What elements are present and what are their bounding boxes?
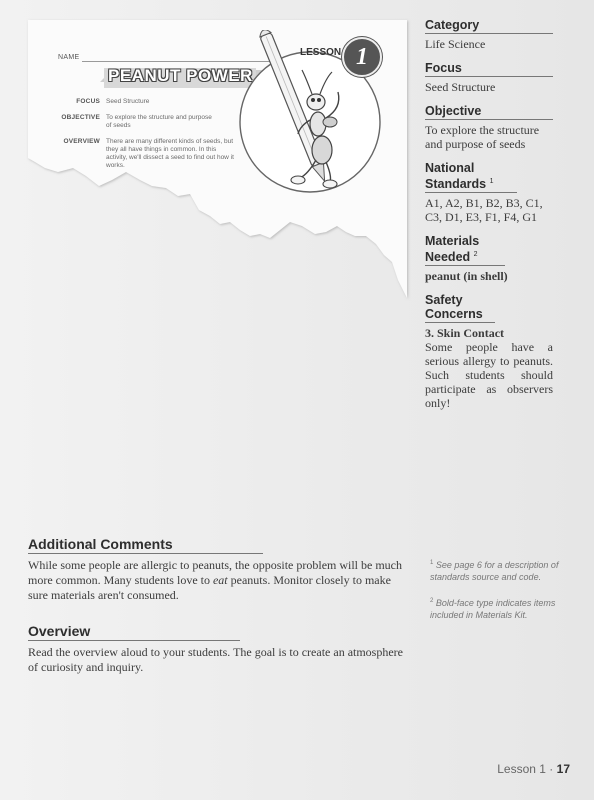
worksheet-objective-text: To explore the structure and purpose of seeds [106,114,212,129]
folio-separator: · [549,762,554,776]
worksheet-name-label: NAME [58,54,80,61]
safety-text: Some people have a serious allergy to peanuts. Such students should participate as observers only! [425,340,553,411]
page-folio [497,762,570,776]
student-worksheet-thumbnail [0,0,420,320]
footnote-2-mark: 2 [430,598,434,604]
additional-comments-heading: Additional Comments [28,536,263,554]
lesson-sidebar [425,18,553,418]
worksheet-overview-text: There are many different kinds of seeds, but they all have things in common. In this activity, we'll dissect a seed to find out how it works. [106,138,234,169]
footnotes [430,557,578,633]
objective-value: To explore the structure and purpose of seeds [425,123,540,151]
comments-emphasis: eat [212,573,228,587]
worksheet-objective-label: OBJECTIVE [61,114,100,121]
safety-item: 3. Skin Contact [425,326,505,341]
objective-heading: Objective [425,104,553,120]
worksheet-focus-text: Seed Structure [106,98,150,105]
worksheet-lesson-label: LESSON [300,47,342,58]
category-heading: Category [425,18,553,34]
footnote-1-text: See page 6 for a description of standards source and code. [430,560,559,582]
footnote-1 [430,557,578,583]
lesson-number-badge: 1 [342,37,382,77]
worksheet-focus-label: FOCUS [76,98,100,105]
comments-text-end: peanuts. Monitor closely to make sure materials aren't consumed. [28,573,391,602]
category-value: Life Science [425,37,486,51]
focus-heading: Focus [425,61,553,77]
standards-value: A1, A2, B1, B2, B3, C1, C3, D1, E3, F1, F4, G1 [425,196,543,225]
standards-heading [425,161,517,193]
footnote-2 [430,595,578,621]
worksheet-overview-label: OVERVIEW [63,138,100,145]
overview-section [28,623,412,675]
materials-heading [425,234,505,266]
standards-footnote-mark: 1 [489,178,494,185]
safety-heading: Safety Concerns [425,293,495,323]
focus-value: Seed Structure [425,80,496,94]
overview-text: Read the overview aloud to your students. The goal is to create an atmosphere of curiosity and inquiry. [28,645,403,674]
folio-page-number: 17 [556,762,570,776]
footnote-1-mark: 1 [430,560,434,566]
additional-comments-text [28,558,412,603]
materials-footnote-mark: 2 [473,251,478,259]
comments-text-start: While some people are allergic to peanuts, the opposite problem will be much more common. Many students love to [28,558,403,587]
additional-comments-section [28,536,412,603]
folio-lesson-label: Lesson 1 [497,762,546,776]
overview-heading: Overview [28,623,240,641]
materials-heading-text: Materials Needed [425,234,480,265]
standards-heading-text: National Standards [425,161,487,192]
materials-value: peanut (in shell) [425,269,508,284]
footnote-2-text: Bold-face type indicates items included in Materials Kit. [430,598,556,620]
worksheet-title: PEANUT POWER [108,66,253,85]
